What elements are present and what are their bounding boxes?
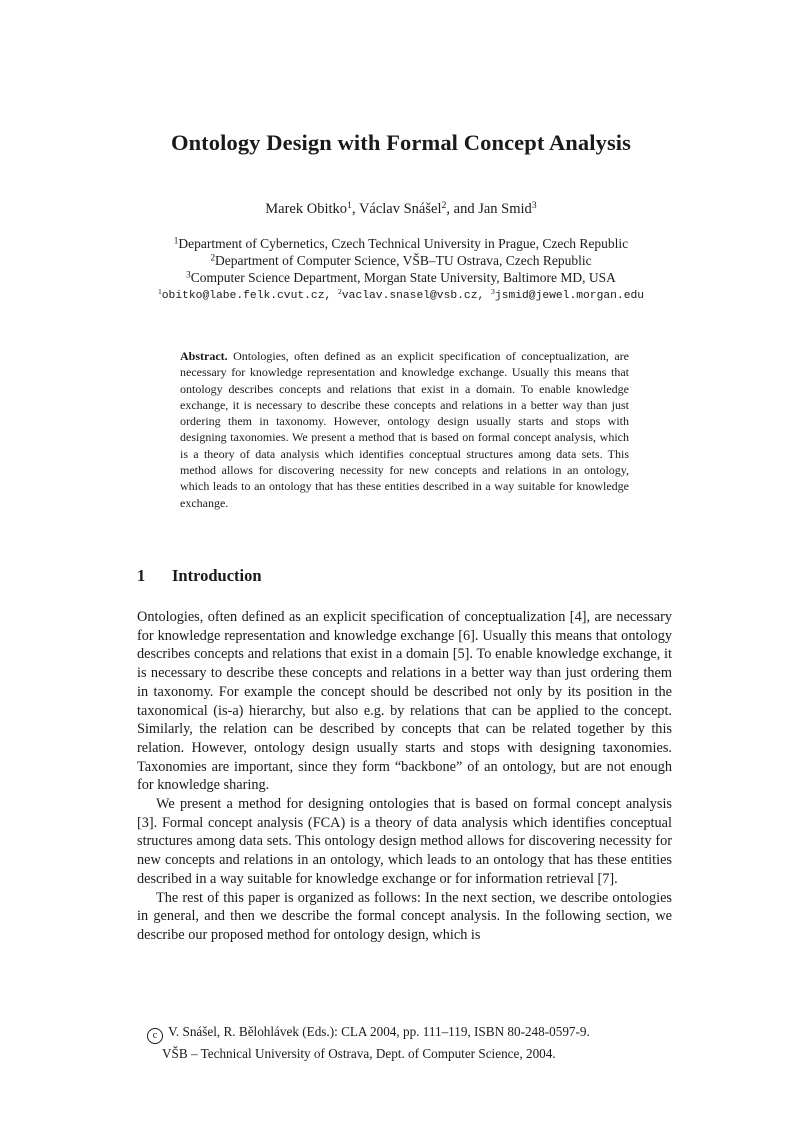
- author-separator: ,: [351, 201, 359, 217]
- affiliation-mark: 1: [173, 235, 179, 246]
- footer-line: [147, 1022, 590, 1044]
- affiliation: [0, 269, 802, 287]
- affiliation: [0, 252, 802, 270]
- section-body: [137, 608, 672, 945]
- abstract: [180, 348, 629, 511]
- footer-citation: V. Snášel, R. Bělohlávek (Eds.): CLA 2004, pp. 111–119, ISBN 80-248-0597-9.: [168, 1024, 590, 1039]
- email-list: [0, 287, 802, 305]
- copyright-footer: [147, 1022, 590, 1063]
- section-title: Introduction: [172, 566, 262, 585]
- body-paragraph: Ontologies, often defined as an explicit specification of conceptualization [4], are necessary for knowledge representation and knowledge exchange [6]. Usually this means that ontology describes concepts and relations that exist in a domain [5]. To enable knowledge exchange, it is necessary to describe these concepts and relations in a better way than just ordering them in taxonomy. For example the concept should be described not only by its position in the taxonomical (is-a) hierarchy, but also e.g. by relations that can be applied to the concept. Similarly, the relation can be described by concepts that can be related together by this relation. However, ontology design usually starts and stops with designing taxonomies. Taxonomies are important, since they form “backbone” of an ontology, but are not enough for knowledge sharing.: [137, 609, 672, 794]
- email-mark: 3: [491, 287, 495, 297]
- email-address: vaclav.snasel@vsb.cz,: [341, 290, 485, 302]
- body-paragraph: The rest of this paper is organized as follows: In the next section, we describe ontologies in general, and then we describe the formal concept analysis. In the following section, we describe our proposed method for ontology design, which is: [137, 889, 672, 943]
- body-paragraph: We present a method for designing ontologies that is based on formal concept analysis [3]. Formal concept analysis (FCA) is a theory of data analysis which identifies conceptual structures among data sets. This ontology design method allows for discovering necessity for new concepts and relations in an ontology, which leads to an ontology that has these entities described in a way suitable for knowledge exchange or for information retrieval [7].: [137, 796, 672, 887]
- affiliation-text: Department of Computer Science, VŠB–TU Ostrava, Czech Republic: [215, 253, 592, 268]
- email-address: obitko@labe.felk.cvut.cz,: [161, 290, 332, 302]
- author-separator: , and: [446, 201, 479, 217]
- author-list: [0, 201, 802, 218]
- section-number: 1: [137, 566, 146, 585]
- author-affiliation-mark: 2: [441, 200, 447, 212]
- author-affiliation-mark: 3: [531, 200, 537, 212]
- footer-publisher: VŠB – Technical University of Ostrava, Dept. of Computer Science, 2004.: [162, 1046, 556, 1061]
- author-name: Jan Smid: [478, 201, 532, 217]
- affiliation-text: Computer Science Department, Morgan State University, Baltimore MD, USA: [190, 270, 616, 285]
- affiliation: [0, 235, 802, 253]
- abstract-text: Ontologies, often defined as an explicit specification of conceptualization, are necessary for knowledge representation and knowledge exchange. Usually this means that ontology describes concepts and relations that exist in a domain. To enable knowledge exchange, it is necessary to describe these concepts and relations in a better way than just ordering them in taxonomy. However, ontology design usually starts and stops with designing taxonomies. We present a method that is based on formal concept analysis, which is a theory of data analysis which identifies conceptual structures among data sets. This method allows for discovering necessity for new concepts and relations in an ontology, which leads to an ontology that has these entities described in a way suitable for knowledge exchange.: [180, 349, 629, 510]
- affiliation-text: Department of Cybernetics, Czech Technical University in Prague, Czech Republic: [178, 236, 629, 251]
- abstract-label: Abstract.: [180, 349, 228, 363]
- author-affiliation-mark: 1: [347, 200, 352, 212]
- affiliation-mark: 3: [186, 269, 191, 280]
- email-mark: 2: [338, 287, 342, 297]
- author-name: Václav Snášel: [358, 201, 442, 217]
- email-address: jsmid@jewel.morgan.edu: [494, 290, 645, 302]
- affiliation-mark: 2: [210, 252, 216, 263]
- section-heading: [137, 566, 262, 586]
- paper-title: Ontology Design with Formal Concept Analysis: [170, 130, 632, 155]
- author-name: Marek Obitko: [265, 201, 348, 217]
- email-mark: 1: [157, 287, 162, 297]
- copyright-icon: c: [147, 1028, 163, 1044]
